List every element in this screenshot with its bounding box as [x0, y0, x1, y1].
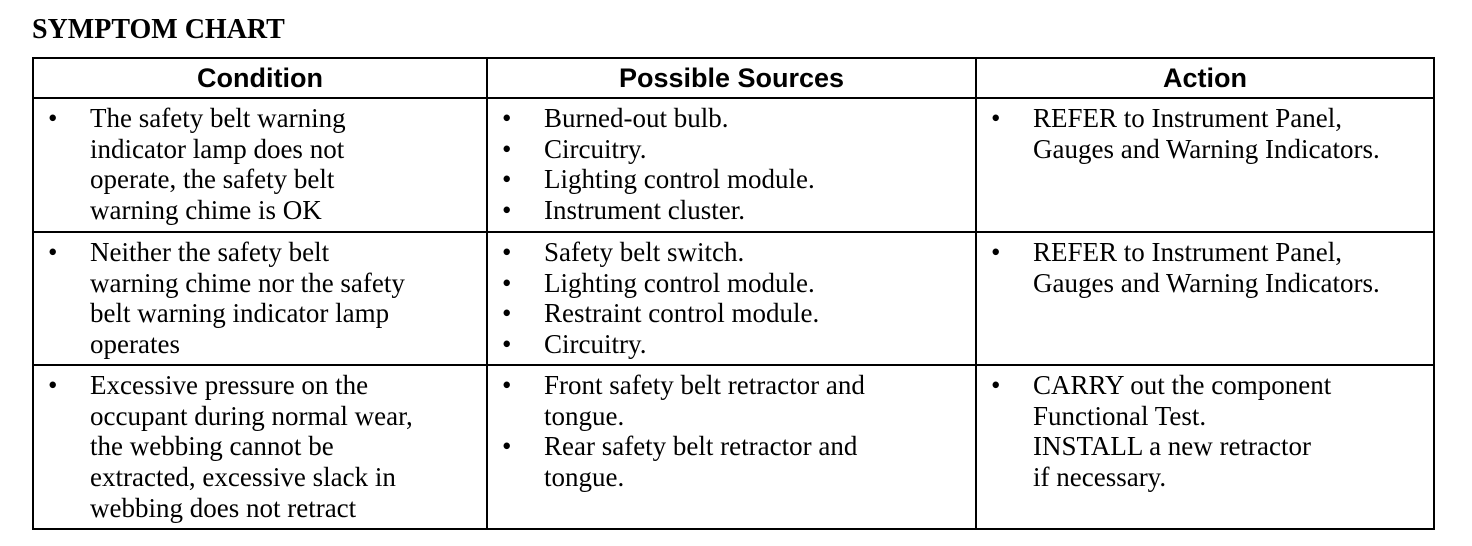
- action-cell: [976, 98, 1434, 232]
- source-item: • Rear safety belt retractor and tongue.: [488, 431, 969, 492]
- page-title: SYMPTOM CHART: [32, 14, 285, 45]
- symptom-chart-table: [32, 57, 1435, 530]
- sources-cell: [487, 98, 976, 232]
- condition-item: • Excessive pressure on the occupant during normal wear, the webbing cannot be extracted, excessive slack in webbing does not retract: [34, 370, 480, 524]
- condition-item: • The safety belt warning indicator lamp does not operate, the safety belt warning chime is OK: [34, 103, 480, 226]
- header-action: Action: [976, 58, 1434, 98]
- source-item: • Lighting control module.: [488, 268, 969, 299]
- source-item: • Front safety belt retractor and tongue.: [488, 370, 969, 431]
- header-possible-sources: Possible Sources: [487, 58, 976, 98]
- sources-cell: [487, 232, 976, 365]
- table-header-row: [33, 58, 1434, 98]
- source-item: • Lighting control module.: [488, 164, 969, 195]
- sources-cell: [487, 365, 976, 529]
- action-item: • CARRY out the component Functional Test. INSTALL a new retractor if necessary.: [977, 370, 1427, 493]
- source-item: • Burned-out bulb.: [488, 103, 969, 134]
- action-cell: [976, 232, 1434, 365]
- source-item: • Safety belt switch.: [488, 237, 969, 268]
- action-item: • REFER to Instrument Panel, Gauges and Warning Indicators.: [977, 237, 1427, 298]
- table-row: [33, 232, 1434, 365]
- action-item: • REFER to Instrument Panel, Gauges and Warning Indicators.: [977, 103, 1427, 164]
- action-cell: [976, 365, 1434, 529]
- condition-cell: [33, 98, 487, 232]
- table-row: [33, 365, 1434, 529]
- source-item: • Instrument cluster.: [488, 195, 969, 226]
- table-row: [33, 98, 1434, 232]
- source-item: • Circuitry.: [488, 134, 969, 165]
- source-item: • Circuitry.: [488, 329, 969, 360]
- condition-cell: [33, 232, 487, 365]
- condition-item: • Neither the safety belt warning chime nor the safety belt warning indicator lamp operates: [34, 237, 480, 360]
- condition-cell: [33, 365, 487, 529]
- header-condition: Condition: [33, 58, 487, 98]
- source-item: • Restraint control module.: [488, 298, 969, 329]
